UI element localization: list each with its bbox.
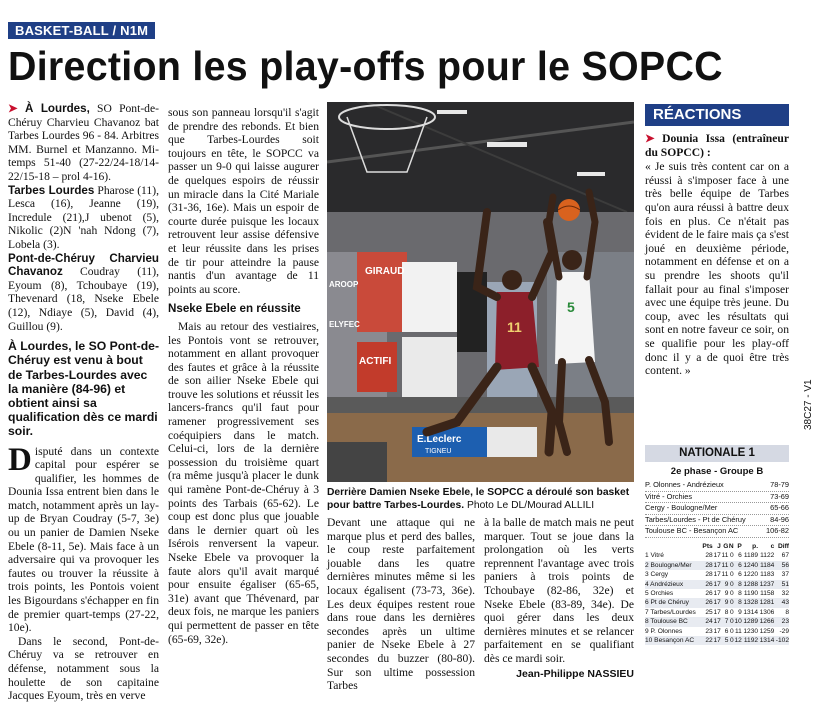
reactions-box: [645, 132, 789, 378]
jersey-number-white: 5: [567, 299, 575, 315]
reaction-speaker-line: [645, 132, 789, 159]
team2-name: Pont-de-Chéruy Charvieu Chavanoz: [8, 251, 159, 279]
standings-cell: 51: [774, 580, 789, 589]
standings-row: [645, 636, 789, 645]
standings-cell: 11: [734, 627, 742, 635]
result-match: Tarbes/Lourdes - Pt de Chéruy: [645, 514, 746, 524]
standings-cell: 0: [730, 599, 734, 607]
reactions-title: RÉACTIONS: [645, 104, 789, 126]
standings-header-cell: c: [770, 542, 775, 550]
standings-row: [645, 598, 789, 607]
result-row: [645, 503, 789, 515]
headline: Direction les play-offs pour le SOPCC: [8, 43, 723, 89]
result-row: [645, 480, 789, 492]
standings-cell: 0: [730, 608, 734, 616]
team2-line: [8, 252, 159, 334]
results-list: [645, 480, 789, 538]
standings-header-cell: Diff: [778, 542, 789, 550]
sign-leclerc: E.Leclerc: [417, 434, 462, 445]
standings-header-cell: N: [728, 542, 734, 550]
standings-cell: 0: [730, 561, 734, 569]
standings-cell: -102: [775, 637, 789, 645]
column-4: [484, 516, 634, 681]
standings-cell: 17: [713, 571, 721, 579]
standings-cell: 9: [724, 590, 729, 597]
result-match: Toulouse BC - Besançon AC: [645, 526, 739, 536]
standings-cell: 5: [721, 636, 729, 645]
standings-cell: 11: [721, 571, 729, 579]
standings-cell: 1189: [743, 552, 759, 560]
standings-cell: 7: [721, 617, 729, 626]
standings-cell: 1288: [743, 580, 759, 588]
photo-credit: Photo Le DL/Mourad ALLILI: [464, 500, 595, 511]
photo-caption: [327, 486, 634, 512]
body-paragraph-1: Disputé dans un contexte capital pour espérer se qualifier, les hommes de Dounia Issa entrent bien dans le match, notamment après un lay-up de Bryan Coudray (5-7, 3e) ou un panier de Damien Nseke Ebele (8-11, 5e). Mais face à un adversaire qui va provoquer les fautes ou trouver la réussite à trois points, les Pontois voient les Bigourdans s'échapper en fin de premier quart-temps (27-22, 10e).: [8, 441, 159, 635]
caption-text: Derrière Damien Nseke Ebele, le SOPCC a déroulé son basket pour battre Tarbes-Lourdes.: [327, 487, 630, 511]
standings-cell: 23: [774, 617, 789, 626]
standings-cell: 17: [713, 552, 721, 560]
intro-text: SO Pont-de-Chéruy Charvieu Chavanoz bat Tarbes Lourdes 96 - 84. Arbitres MM. Burnel et Manzanno. Mi-temps 51-40 (27-22/24-18/14-22/15-18 – prol 4-16).: [8, 102, 159, 183]
standings-cell: 6: [734, 561, 742, 570]
standings-cell: 12: [734, 637, 742, 645]
standings-cell: 0: [730, 590, 734, 597]
standings-cell: 28: [705, 571, 713, 579]
standings-cell: 28: [701, 561, 712, 570]
section-kicker: BASKET-BALL / N1M: [8, 22, 155, 39]
sign-aroop: AROOP: [329, 280, 359, 289]
team1-players: Pharose (11), Lesca (16), Jeanne (19), Incredule (21),J ubenot (5), Nikolic (2)N 'nah Ndong (7), Lobela (3).: [8, 183, 159, 251]
standings-cell: 11: [721, 561, 729, 569]
standings-cell: 9: [738, 608, 742, 616]
team1-line: [8, 184, 159, 252]
sign-giraud: GIRAUD: [365, 266, 405, 277]
standings-cell: 1240: [743, 561, 759, 569]
subhead: Nseke Ebele en réussite: [168, 302, 301, 316]
standings-team: 1 Vitré: [645, 552, 664, 560]
column-2: [168, 106, 319, 646]
standings-cell: 0: [730, 571, 734, 579]
standings-header-cell: P: [737, 542, 742, 550]
standings-team: 9 P. Olonnes: [645, 627, 683, 635]
standings-cell: 17: [713, 599, 721, 607]
nationale-box: [645, 445, 789, 645]
standings-cell: 17: [713, 561, 721, 569]
standings-row: [645, 617, 789, 626]
dropcap: D: [8, 441, 32, 478]
standings-row: [645, 608, 789, 617]
standings-cell: 1192: [742, 636, 758, 645]
result-score: 65-66: [770, 503, 789, 513]
team1-name: Tarbes Lourdes: [8, 183, 95, 197]
standings-cell: 56: [774, 561, 789, 570]
standings-team: 10 Besançon AC: [645, 636, 701, 645]
standings-cell: 37: [781, 571, 789, 579]
standings-header: [645, 542, 789, 551]
standings-cell: 0: [730, 627, 734, 635]
standings-cell: 1289: [743, 618, 759, 626]
standings-cell: 1314: [743, 608, 759, 616]
standings-cell: 6: [738, 552, 742, 560]
match-sheet-intro: [8, 102, 159, 184]
standings-team: 5 Orchies: [645, 590, 674, 597]
standings-cell: 22: [701, 636, 712, 645]
column-3: [327, 516, 475, 693]
standings-cell: 10: [734, 618, 742, 626]
result-match: Cergy - Boulogne/Mer: [645, 503, 718, 513]
intro-lead: À Lourdes,: [24, 102, 90, 115]
standings-header-cell: J: [717, 542, 721, 550]
standings-cell: 6: [738, 571, 742, 579]
author-signature: Jean-Philippe NASSIEU: [516, 667, 634, 680]
standings-cell: 17: [713, 618, 721, 626]
page-code: 38C27 - V1: [803, 379, 814, 430]
standings-cell: 1158: [760, 590, 775, 597]
standings-cell: 24: [701, 617, 712, 626]
standings-cell: 17: [713, 580, 721, 588]
body-paragraph-4: Mais au retour des vestiaires, les Pontois vont se retrouver, notamment en allant provoquer des fautes et grâce à la réussite de son ailier Nseke Ebele qui trouve les solutions et réussit les lancers-francs qu'il faut pour ramener progressivement ses coéquipiers dans le match. Celui-ci, lors de la dernière possession du troisième quart (ra même jusqu'à placer le dunk qui ramène Pont-de-Chéruy à 3 points des Tarbais (65-62). Le coup est donc plus que jouable dans le dernier quart où les Isérois renversent la vapeur. Nseke Ebele va provoquer la faute alors qu'il avait marqué pour ensuite égaliser (65-65, 31e) avant que Thévenard, par deux fois, ne marque les paniers qui permettent de passer en tête (65-69, 32e).: [168, 319, 319, 646]
standings-cell: 32: [781, 590, 789, 597]
result-row: [645, 492, 789, 504]
result-row: [645, 526, 789, 538]
standings-team: 2 Boulogne/Mer: [645, 561, 701, 570]
standings-cell: 26: [701, 598, 712, 607]
standings-header-cell: p.: [752, 542, 759, 550]
standings-cell: 28: [705, 552, 713, 560]
standings-cell: 9: [721, 580, 729, 589]
sign-actifi: ACTIFI: [359, 356, 392, 367]
arrow-icon: ➤: [8, 102, 18, 115]
standings-cell: 1266: [759, 618, 775, 626]
standings-cell: 1122: [760, 552, 775, 560]
standings-cell: 17: [713, 608, 721, 616]
standings-cell: 26: [701, 580, 712, 589]
standings-cell: 1328: [743, 599, 759, 607]
column-1: [8, 102, 159, 703]
standings-cell: 67: [781, 552, 789, 560]
lead-paragraph: À Lourdes, le SO Pont-de-Chéruy est venu à bout de Tarbes-Lourdes avec la manière (84-96) et obtient ainsi sa qualification dès ce mardi soir.: [8, 339, 159, 439]
standings-cell: 43: [774, 598, 789, 607]
standings-cell: 8: [738, 590, 742, 597]
jersey-number-red: 11: [507, 319, 522, 335]
standings-header-cell: [645, 542, 701, 551]
standings-table: [645, 542, 789, 645]
body-paragraph-5: Devant une attaque qui ne marque plus et perd des balles, le coup reste parfaitement jouable dans les quatre dernières minutes même si les locaux égalisent (73-73, 36e). Les deux équipes restent roue dans roue dans les dernières secondes après un ultime panier de Nseke Ebele à 27 secondes du buzzer (80-80). Sur son ultime possession Tarbes: [327, 516, 475, 693]
standings-cell: 1259: [759, 627, 775, 635]
body-paragraph-3: sous son panneau lorsqu'il s'agit de prendre des rebonds. Et bien que Tarbes-Lourdes soit toujours en tête, le SOPCC va passer un 9-0 qui laisse augurer de quelques espoirs de réussir un miracle dans la Cité Mariale (31-36, 16e). Mais un espoir de courte durée puisque les locaux retrouvent leur assise défensive et leur réussite dans les prises de tir pour atteindre la pause nantis d'un avantage de 11 points au score.: [168, 106, 319, 296]
standings-cell: 1230: [743, 627, 759, 635]
result-score: 84-96: [770, 514, 789, 524]
result-match: Vitré - Orchies: [645, 491, 693, 501]
result-score: 73-69: [770, 491, 789, 501]
sign-elyfec: ELYFEC: [329, 320, 360, 329]
standings-cell: 6: [724, 627, 729, 635]
standings-row: [645, 570, 789, 579]
standings-team: 4 Andrézieux: [645, 580, 701, 589]
standings-cell: 1220: [743, 571, 759, 579]
team2-players: Coudray (11), Eyoum (8), Tchoubaye (19), Thevenard (18, Nseke Ebele (12), Ndiaye (5), David (4), Guillou (9).: [8, 265, 159, 333]
standings-team: 3 Cergy: [645, 571, 669, 579]
standings-cell: 1184: [758, 561, 774, 570]
result-score: 78-79: [770, 480, 789, 489]
standings-team: 6 Pt de Chéruy: [645, 598, 701, 607]
body-paragraph-2: Dans le second, Pont-de-Chéruy va se retrouver en défense, notamment sous la houlette de son capitaine Jacques Eyoum, très en verve: [8, 634, 159, 703]
standings-cell: 0: [730, 637, 734, 645]
arrow-icon: ➤: [645, 132, 655, 145]
result-match: P. Olonnes - Andrézieux: [645, 480, 724, 489]
standings-cell: 26: [705, 590, 713, 597]
standings-cell: 25: [705, 608, 713, 616]
standings-cell: 17: [713, 627, 721, 635]
standings-cell: 8: [734, 598, 742, 607]
basketball-photo: [327, 102, 634, 482]
article-photo: [327, 102, 634, 482]
result-row: [645, 515, 789, 527]
standings-team: 7 Tarbes/Lourdes: [645, 608, 696, 616]
standings-cell: 8: [785, 608, 789, 616]
standings-cell: 23: [705, 627, 713, 635]
standings-cell: 17: [713, 590, 721, 597]
standings-cell: 1306: [759, 608, 775, 616]
standings-header-cell: Pts: [702, 542, 713, 550]
nationale-subtitle: 2e phase - Groupe B: [670, 466, 764, 477]
reaction-speaker: Dounia Issa (entraîneur du SOPCC) :: [645, 132, 789, 159]
standings-cell: 1281: [759, 599, 775, 607]
standings-cell: 17: [713, 637, 721, 645]
standings-team: 8 Toulouse BC: [645, 617, 701, 626]
standings-cell: -29: [779, 627, 789, 635]
standings-cell: 8: [734, 580, 742, 589]
standings-row: [645, 589, 789, 598]
standings-cell: 1183: [760, 571, 775, 579]
sign-leclerc-sub: TIGNEU: [425, 448, 452, 455]
standings-cell: 1237: [759, 580, 775, 588]
reaction-quote: « Je suis très content car on a réussi à s'imposer face à une très belle équipe de Tarbes qu'on aura réussi à battre deux fois en plus. Ce n'était pas évident de le faire mais ça s'est joué en deuxième période, notamment en défense et on a su prendre les shoots qu'il fallait pour au final s'imposer avec une équipe très jeune. Du coup, avec les résultats qui sont en notre faveur ce soir, on se qualifie pour les play-off donc il y a de quoi être très content. »: [645, 160, 789, 378]
standings-cell: 1314: [759, 637, 775, 645]
standings-header-cell: G: [723, 542, 729, 550]
nationale-title: NATIONALE 1: [645, 445, 789, 462]
standings-cell: 11: [721, 552, 729, 560]
standings-row: [645, 551, 789, 560]
body-paragraph-6: à la balle de match mais ne peut marquer. Tout se joue dans la prolongation où les verts reprennent l'avantage avec trois paniers à trois points de Tchoubaye (82-86, 32e) et Nseke Ebele (83-89, 34e). De quoi gérer dans les deux dernières minutes et se relancer parfaitement en se qualifiant dès ce mardi soir.: [484, 516, 634, 665]
result-score: 106-82: [765, 526, 789, 536]
standings-cell: 0: [730, 618, 734, 626]
standings-cell: 0: [730, 580, 734, 588]
standings-cell: 8: [724, 608, 729, 616]
standings-cell: 1190: [743, 590, 759, 597]
standings-cell: 0: [730, 552, 734, 560]
standings-cell: 9: [721, 598, 729, 607]
standings-row: [645, 627, 789, 636]
standings-row: [645, 561, 789, 570]
standings-row: [645, 580, 789, 589]
